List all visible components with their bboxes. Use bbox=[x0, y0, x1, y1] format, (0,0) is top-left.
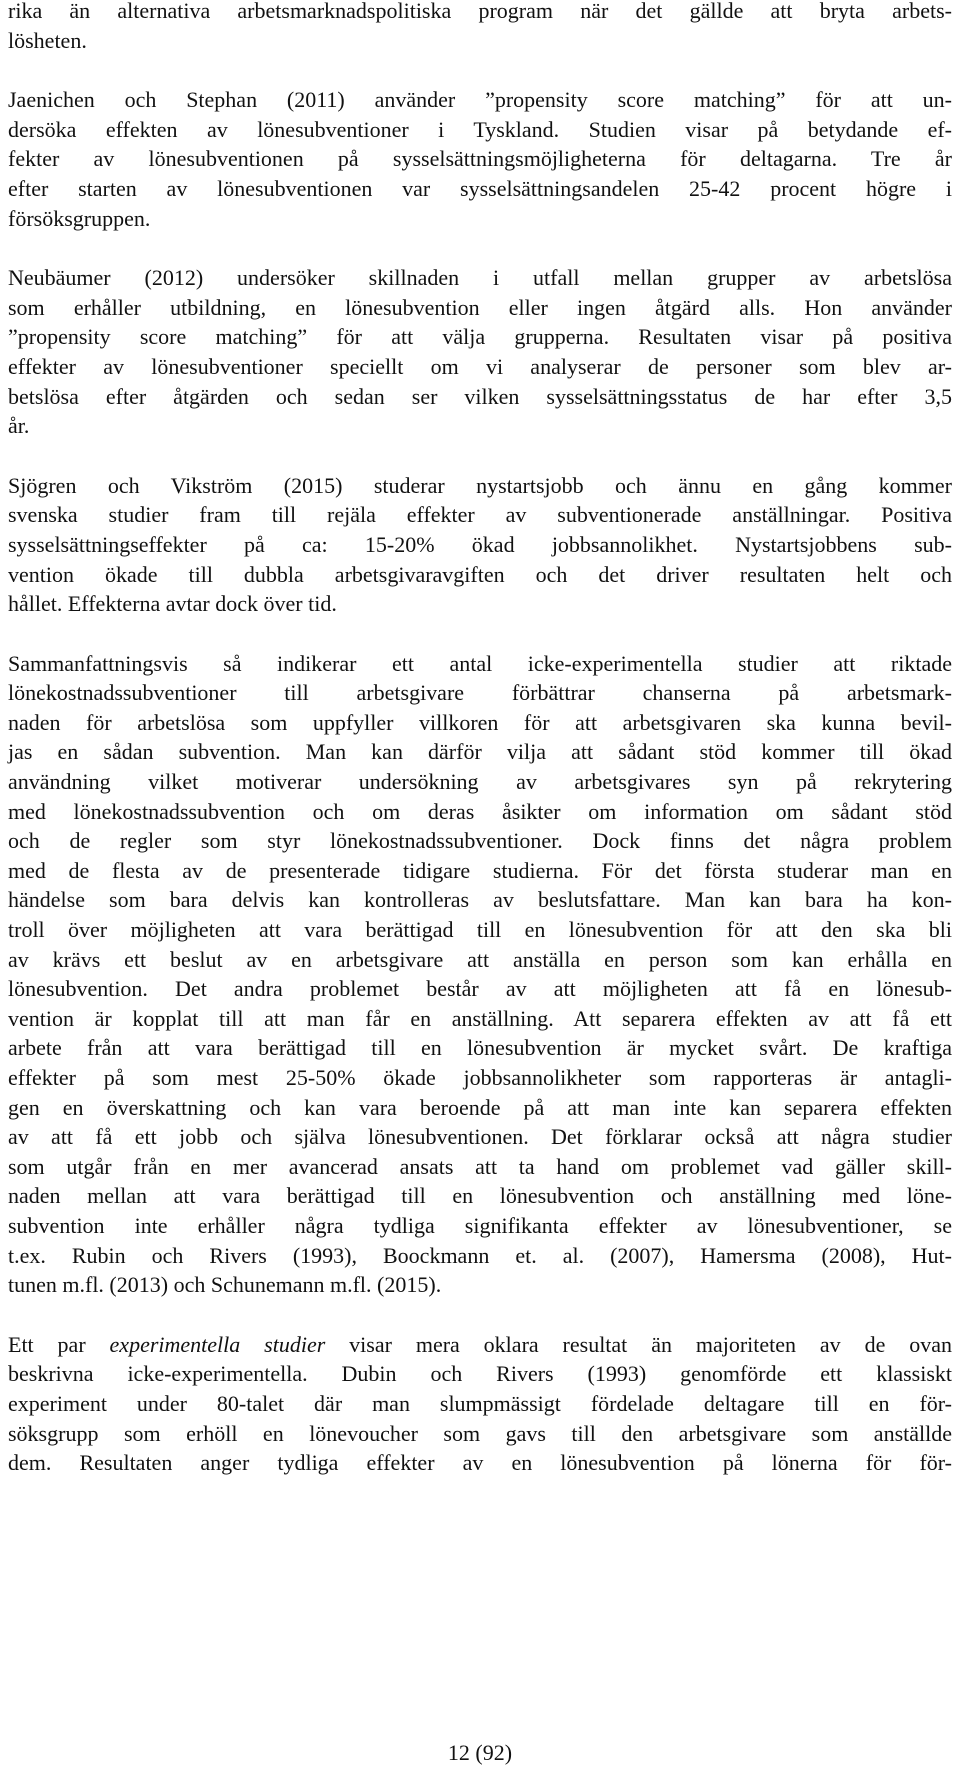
text-line: t.ex. Rubin och Rivers (1993), Boockmann et. al. (2007), Hamersma (2008), Hut- bbox=[8, 1242, 952, 1268]
text-line: arbete från att vara berättigad till en lönesubvention är mycket svårt. De kraftiga bbox=[8, 1035, 952, 1061]
text-line: som erhåller utbildning, en lönesubvention eller ingen åtgärd alls. Hon använder bbox=[8, 294, 952, 320]
text-line: gen en överskattning och kan vara beroende på att man inte kan separera effekten bbox=[8, 1094, 952, 1120]
text-line: vention ökade till dubbla arbetsgivaravgiften och det driver resultaten helt och bbox=[8, 561, 952, 587]
text-line: som utgår från en mer avancerad ansats att ta hand om problemet vad gäller skill- bbox=[8, 1153, 952, 1179]
text-line: sysselsättningseffekter på ca: 15-20% ökad jobbsannolikhet. Nystartsjobbens sub- bbox=[8, 531, 952, 557]
paragraph-intro-continuation bbox=[8, 0, 952, 55]
paragraph-experimental-studies bbox=[8, 1330, 952, 1478]
text-line: naden för arbetslösa som uppfyller villkoren för att arbetsgivaren ska kunna bevil- bbox=[8, 709, 952, 735]
text-line: jas en sådan subvention. Man kan därför vilja att sådant stöd kommer till ökad bbox=[8, 739, 952, 765]
text-line: av att få ett jobb och själva lönesubventionen. Det förklarar också att några studier bbox=[8, 1124, 952, 1150]
text-line: Neubäumer (2012) undersöker skillnaden i utfall mellan grupper av arbetslösa bbox=[8, 265, 952, 291]
text-line: med de flesta av de presenterade tidigare studierna. För det första studerar man en bbox=[8, 857, 952, 883]
text-line: effekter på som mest 25-50% ökade jobbsannolikheter som rapporteras är antagli- bbox=[8, 1065, 952, 1090]
text-line: Sjögren och Vikström (2015) studerar nystartsjobb och ännu en gång kommer bbox=[8, 472, 952, 498]
text-line: försöksgruppen. bbox=[8, 205, 151, 231]
text-line: betslösa efter åtgärden och sedan ser vilken sysselsättningsstatus de har efter 3,5 bbox=[8, 383, 952, 409]
text-line: naden mellan att vara berättigad till en lönesubvention och anställning med löne- bbox=[8, 1183, 952, 1209]
paragraph-jaenichen-stephan bbox=[8, 85, 952, 233]
text-line: lönesubvention. Det andra problemet består av att möjligheten att få en lönesub- bbox=[8, 976, 952, 1002]
text-line: med lönekostnadssubvention och om deras åsikter om information om sådant stöd bbox=[8, 798, 952, 824]
text-line: troll över möjligheten att vara berättigad till en lönesubvention för att den ska bli bbox=[8, 917, 952, 943]
text-line: händelse som bara delvis kan kontrolleras av beslutsfattare. Man kan bara ha kon- bbox=[8, 887, 952, 913]
text-line: ”propensity score matching” för att välja grupperna. Resultaten visar på positiva bbox=[8, 324, 952, 350]
text-line: lösheten. bbox=[8, 27, 87, 53]
text-line: svenska studier fram till rejäla effekter av subventionerade anställningar. Positiva bbox=[8, 502, 952, 528]
text-line: efter starten av lönesubventionen var sysselsättningsandelen 25-42 procent högre i bbox=[8, 175, 952, 201]
text-line: söksgrupp som erhöll en lönevoucher som gavs till den arbetsgivare som anställde bbox=[8, 1420, 952, 1446]
text-line: subvention inte erhåller några tydliga signifikanta effekter av lönesubventioner, se bbox=[8, 1212, 952, 1238]
text-line: fekter av lönesubventionen på sysselsättningsmöjligheterna för deltagarna. Tre år bbox=[8, 146, 952, 172]
text-line: vention är kopplat till att man får en anställning. Att separera effekten av att få ett bbox=[8, 1005, 952, 1031]
emphasis-text: experimentella studier bbox=[109, 1331, 326, 1357]
text-line: experiment under 80-talet där man slumpmässigt fördelade deltagare till en för- bbox=[8, 1390, 952, 1416]
text-line: Sammanfattningsvis så indikerar ett antal icke-experimentella studier att riktade bbox=[8, 650, 952, 676]
text-line: effekter av lönesubventioner speciellt om vi analyserar de personer som blev ar- bbox=[8, 353, 952, 379]
text-line: av krävs ett beslut av en arbetsgivare att anställa en person som kan erhålla en bbox=[8, 946, 952, 972]
text-line: användning vilket motiverar undersökning av arbetsgivares syn på rekrytering bbox=[8, 769, 952, 795]
text-line: hållet. Effekterna avtar dock över tid. bbox=[8, 591, 337, 617]
text-line: lönekostnadssubventioner till arbetsgivare förbättrar chanserna på arbetsmark- bbox=[8, 680, 952, 706]
paragraph-sjogren-vikstrom bbox=[8, 471, 952, 619]
text-run: visar mera oklara resultat än majoriteten av de ovan bbox=[325, 1331, 952, 1357]
paragraph-summary bbox=[8, 649, 952, 1300]
paragraph-neubaumer bbox=[8, 263, 952, 441]
text-line: år. bbox=[8, 413, 30, 439]
text-line: Jaenichen och Stephan (2011) använder ”propensity score matching” för att un- bbox=[8, 87, 952, 113]
text-line bbox=[8, 1330, 952, 1360]
text-run: Ett par bbox=[8, 1331, 110, 1357]
text-line: tunen m.fl. (2013) och Schunemann m.fl. (2015). bbox=[8, 1272, 442, 1298]
document-page bbox=[8, 0, 952, 1478]
text-line: dersöka effekten av lönesubventioner i Tyskland. Studien visar på betydande ef- bbox=[8, 116, 952, 142]
text-line: rika än alternativa arbetsmarknadspolitiska program när det gällde att bryta arbets- bbox=[8, 0, 952, 23]
text-line: och de regler som styr lönekostnadssubventioner. Dock finns det några problem bbox=[8, 828, 952, 854]
page-number: 12 (92) bbox=[447, 1740, 513, 1765]
text-line: beskrivna icke-experimentella. Dubin och Rivers (1993) genomförde ett klassiskt bbox=[8, 1361, 952, 1387]
text-line: dem. Resultaten anger tydliga effekter av en lönesubvention på lönerna för för- bbox=[8, 1450, 952, 1476]
